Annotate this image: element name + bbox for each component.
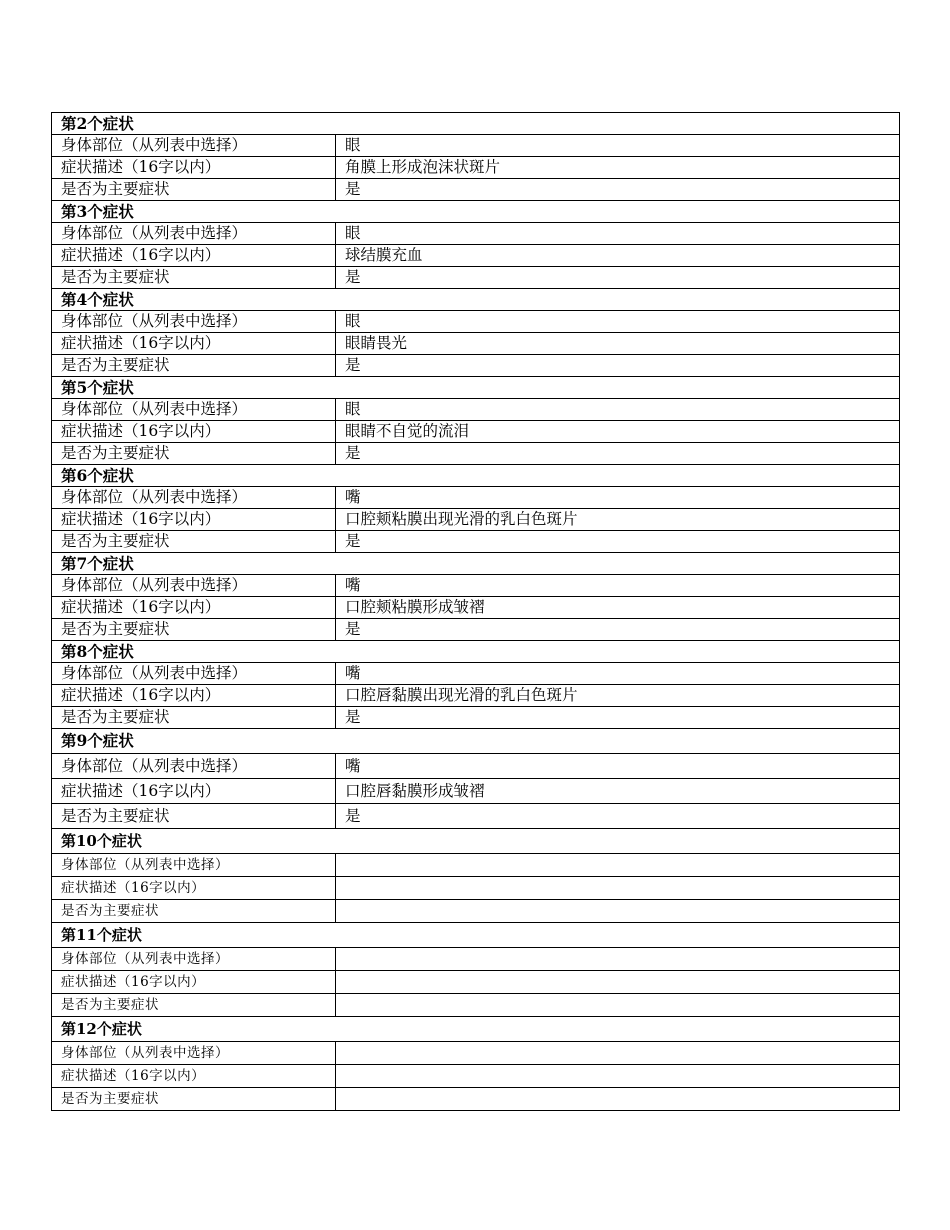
symptom-title: 第9个症状 [52,729,900,754]
symptom-header-row [52,113,900,135]
table-row [52,971,900,994]
body-part-value [336,948,900,971]
is-primary-label: 是否为主要症状 [52,531,336,553]
description-label: 症状描述（16字以内） [52,333,336,355]
table-row [52,575,900,597]
body-part-label: 身体部位（从列表中选择） [52,754,336,779]
symptom-title: 第7个症状 [52,553,900,575]
is-primary-value: 是 [336,619,900,641]
body-part-label: 身体部位（从列表中选择） [52,399,336,421]
table-row [52,355,900,377]
is-primary-value: 是 [336,267,900,289]
description-value: 口腔唇黏膜出现光滑的乳白色斑片 [336,685,900,707]
table-row [52,311,900,333]
is-primary-label: 是否为主要症状 [52,267,336,289]
table-row [52,707,900,729]
is-primary-label: 是否为主要症状 [52,707,336,729]
symptom-title: 第4个症状 [52,289,900,311]
body-part-value: 嘴 [336,487,900,509]
is-primary-value [336,900,900,923]
description-label: 症状描述（16字以内） [52,1065,336,1088]
symptom-header-row [52,289,900,311]
description-value: 口腔唇黏膜形成皱褶 [336,779,900,804]
table-row [52,619,900,641]
symptom-title: 第11个症状 [52,923,900,948]
table-row [52,854,900,877]
is-primary-label: 是否为主要症状 [52,619,336,641]
symptom-table-body [52,113,900,1111]
description-value: 眼睛畏光 [336,333,900,355]
description-label: 症状描述（16字以内） [52,245,336,267]
is-primary-value: 是 [336,443,900,465]
symptom-title: 第3个症状 [52,201,900,223]
symptom-title: 第8个症状 [52,641,900,663]
body-part-label: 身体部位（从列表中选择） [52,487,336,509]
body-part-value: 嘴 [336,575,900,597]
body-part-label: 身体部位（从列表中选择） [52,1042,336,1065]
symptom-header-row [52,553,900,575]
symptom-title: 第5个症状 [52,377,900,399]
table-row [52,333,900,355]
is-primary-value: 是 [336,531,900,553]
description-value: 眼睛不自觉的流泪 [336,421,900,443]
description-label: 症状描述（16字以内） [52,779,336,804]
table-row [52,900,900,923]
body-part-value: 嘴 [336,754,900,779]
is-primary-label: 是否为主要症状 [52,179,336,201]
description-label: 症状描述（16字以内） [52,509,336,531]
body-part-label: 身体部位（从列表中选择） [52,135,336,157]
description-label: 症状描述（16字以内） [52,157,336,179]
symptom-header-row [52,923,900,948]
is-primary-label: 是否为主要症状 [52,804,336,829]
table-row [52,754,900,779]
description-label: 症状描述（16字以内） [52,685,336,707]
is-primary-value: 是 [336,804,900,829]
symptom-header-row [52,729,900,754]
description-value [336,877,900,900]
is-primary-value: 是 [336,707,900,729]
is-primary-value: 是 [336,355,900,377]
table-row [52,994,900,1017]
description-value: 球结膜充血 [336,245,900,267]
table-row [52,531,900,553]
table-row [52,223,900,245]
symptom-table [51,112,900,1111]
table-row [52,663,900,685]
table-row [52,1088,900,1111]
body-part-label: 身体部位（从列表中选择） [52,223,336,245]
is-primary-value [336,994,900,1017]
description-label: 症状描述（16字以内） [52,421,336,443]
symptom-title: 第10个症状 [52,829,900,854]
symptom-title: 第6个症状 [52,465,900,487]
description-value: 口腔颊粘膜形成皱褶 [336,597,900,619]
is-primary-label: 是否为主要症状 [52,355,336,377]
body-part-label: 身体部位（从列表中选择） [52,663,336,685]
is-primary-value: 是 [336,179,900,201]
table-row [52,179,900,201]
symptom-title: 第12个症状 [52,1017,900,1042]
symptom-header-row [52,829,900,854]
body-part-value: 眼 [336,311,900,333]
description-value: 角膜上形成泡沫状斑片 [336,157,900,179]
table-row [52,245,900,267]
table-row [52,948,900,971]
table-row [52,487,900,509]
symptom-header-row [52,377,900,399]
table-row [52,804,900,829]
table-row [52,135,900,157]
body-part-value [336,1042,900,1065]
description-value [336,971,900,994]
is-primary-label: 是否为主要症状 [52,1088,336,1111]
table-row [52,443,900,465]
description-label: 症状描述（16字以内） [52,597,336,619]
body-part-value: 眼 [336,223,900,245]
description-label: 症状描述（16字以内） [52,971,336,994]
is-primary-label: 是否为主要症状 [52,994,336,1017]
table-row [52,685,900,707]
body-part-label: 身体部位（从列表中选择） [52,311,336,333]
description-value [336,1065,900,1088]
symptom-title: 第2个症状 [52,113,900,135]
symptom-header-row [52,1017,900,1042]
table-row [52,399,900,421]
symptom-header-row [52,465,900,487]
body-part-label: 身体部位（从列表中选择） [52,854,336,877]
body-part-value: 嘴 [336,663,900,685]
is-primary-label: 是否为主要症状 [52,443,336,465]
body-part-label: 身体部位（从列表中选择） [52,948,336,971]
description-value: 口腔颊粘膜出现光滑的乳白色斑片 [336,509,900,531]
is-primary-label: 是否为主要症状 [52,900,336,923]
table-row [52,509,900,531]
table-row [52,421,900,443]
table-row [52,1065,900,1088]
table-row [52,877,900,900]
symptom-header-row [52,201,900,223]
body-part-label: 身体部位（从列表中选择） [52,575,336,597]
body-part-value: 眼 [336,399,900,421]
body-part-value [336,854,900,877]
table-row [52,267,900,289]
table-row [52,597,900,619]
symptom-header-row [52,641,900,663]
is-primary-value [336,1088,900,1111]
table-row [52,779,900,804]
body-part-value: 眼 [336,135,900,157]
description-label: 症状描述（16字以内） [52,877,336,900]
table-row [52,1042,900,1065]
table-row [52,157,900,179]
